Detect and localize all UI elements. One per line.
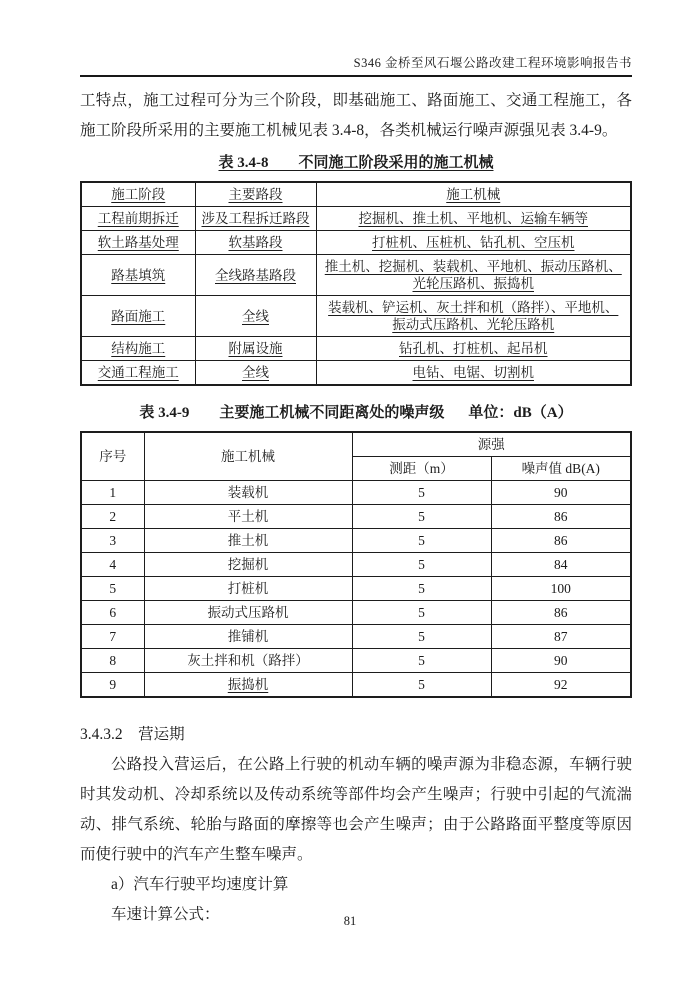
header-title: S346 金桥至风石堰公路改建工程环境影响报告书: [353, 56, 632, 70]
table-cell: 装载机: [144, 481, 352, 505]
table-cell: 钻孔机、打桩机、起吊机: [316, 337, 631, 361]
table-header-row: [81, 432, 631, 457]
table-cell: 6: [81, 601, 144, 625]
table-cell: 2: [81, 505, 144, 529]
table-cell: 平土机: [144, 505, 352, 529]
formula-label-line: 车速计算公式：: [111, 906, 220, 923]
table-header-cell: 施工阶段: [81, 182, 195, 207]
table-header-cell: 测距（m）: [352, 457, 491, 481]
table-header-row: [81, 182, 631, 207]
table-348-title-text: 表 3.4-8 不同施工阶段采用的施工机械: [218, 155, 494, 171]
intro-paragraph: 工特点，施工过程可分为三个阶段，即基础施工、路面施工、交通工程施工，各施工阶段所采用的主要施工机械见表 3.4-8，各类机械运行噪声源强见表 3.4-9。: [80, 92, 632, 139]
table-row: [81, 255, 631, 296]
table-cell: 86: [491, 505, 631, 529]
table-cell: 5: [352, 553, 491, 577]
table-cell: 全线: [195, 361, 316, 386]
table-cell: 5: [352, 649, 491, 673]
table-cell: 100: [491, 577, 631, 601]
table-cell: 软土路基处理: [81, 231, 195, 255]
table-row: [81, 601, 631, 625]
table-cell: 7: [81, 625, 144, 649]
table-cell: 9: [81, 673, 144, 698]
table-cell: 92: [491, 673, 631, 698]
page-footer: [0, 914, 700, 929]
operation-paragraph: 公路投入营运后，在公路上行驶的机动车辆的噪声源为非稳态源，车辆行驶时其发动机、冷却系统以及传动系统等部件均会产生噪声；行驶中引起的气流湍动、排气系统、轮胎与路面的摩擦等也会产生噪声；由于公路路面平整度等原因而使行驶中的汽车产生整车噪声。: [80, 756, 632, 863]
table-349-unit-label: 单位：dB（A）: [468, 405, 573, 421]
table-row: [81, 505, 631, 529]
table-cell: 全线路基路段: [195, 255, 316, 296]
table-row: [81, 673, 631, 698]
table-header-cell: 施工机械: [316, 182, 631, 207]
table-row: [81, 649, 631, 673]
table-row: [81, 577, 631, 601]
table-cell: 挖掘机、推土机、平地机、运输车辆等: [316, 207, 631, 231]
table-348: [80, 181, 632, 386]
table-cell: 1: [81, 481, 144, 505]
table-cell: 软基路段: [195, 231, 316, 255]
table-cell: 结构施工: [81, 337, 195, 361]
table-cell: 电钻、电锯、切割机: [316, 361, 631, 386]
table-header-cell: 噪声值 dB(A): [491, 457, 631, 481]
table-cell: 8: [81, 649, 144, 673]
table-cell: 86: [491, 529, 631, 553]
table-row: [81, 361, 631, 386]
table-cell: 90: [491, 649, 631, 673]
page-number: 81: [343, 914, 357, 928]
table-cell: 推土机: [144, 529, 352, 553]
table-cell: 振捣机: [144, 673, 352, 698]
table-cell: 86: [491, 601, 631, 625]
table-cell: 5: [352, 481, 491, 505]
table-row: [81, 625, 631, 649]
table-cell: 涉及工程拆迁路段: [195, 207, 316, 231]
table-cell: 5: [352, 529, 491, 553]
table-349-block: [80, 402, 632, 698]
table-row: [81, 207, 631, 231]
table-cell: 全线: [195, 296, 316, 337]
table-cell: 5: [352, 673, 491, 698]
table-header-cell: 序号: [81, 432, 144, 481]
table-row: [81, 529, 631, 553]
table-row: [81, 296, 631, 337]
table-cell: 5: [352, 601, 491, 625]
table-349: [80, 431, 632, 698]
table-row: [81, 231, 631, 255]
table-349-title-text: 表 3.4-9 主要施工机械不同距离处的噪声级: [139, 405, 445, 421]
item-a-line: a）汽车行驶平均速度计算: [111, 876, 289, 893]
table-header-cell: 施工机械: [144, 432, 352, 481]
table-cell: 推土机、挖掘机、装载机、平地机、振动压路机、光轮压路机、振捣机: [316, 255, 631, 296]
table-cell: 4: [81, 553, 144, 577]
table-cell: 打桩机、压桩机、钻孔机、空压机: [316, 231, 631, 255]
table-cell: 装载机、铲运机、灰土拌和机（路拌）、平地机、振动式压路机、光轮压路机: [316, 296, 631, 337]
table-cell: 附属设施: [195, 337, 316, 361]
table-cell: 5: [352, 625, 491, 649]
table-cell: 振动式压路机: [144, 601, 352, 625]
table-cell: 5: [81, 577, 144, 601]
table-cell: 路面施工: [81, 296, 195, 337]
section-heading: 3.4.3.2 营运期: [80, 726, 185, 743]
table-cell: 交通工程施工: [81, 361, 195, 386]
table-header-cell: 源强: [352, 432, 631, 457]
table-cell: 工程前期拆迁: [81, 207, 195, 231]
running-header: [80, 54, 632, 77]
table-349-title: [80, 402, 632, 424]
table-row: [81, 553, 631, 577]
table-348-title: [80, 152, 632, 174]
table-cell: 87: [491, 625, 631, 649]
table-cell: 灰土拌和机（路拌）: [144, 649, 352, 673]
table-cell: 3: [81, 529, 144, 553]
table-cell: 5: [352, 577, 491, 601]
table-cell: 挖掘机: [144, 553, 352, 577]
table-cell: 推铺机: [144, 625, 352, 649]
table-row: [81, 481, 631, 505]
table-cell: 90: [491, 481, 631, 505]
table-cell: 打桩机: [144, 577, 352, 601]
table-cell: 路基填筑: [81, 255, 195, 296]
page-content: [80, 84, 632, 930]
table-row: [81, 337, 631, 361]
table-header-cell: 主要路段: [195, 182, 316, 207]
table-cell: 84: [491, 553, 631, 577]
table-cell: 5: [352, 505, 491, 529]
